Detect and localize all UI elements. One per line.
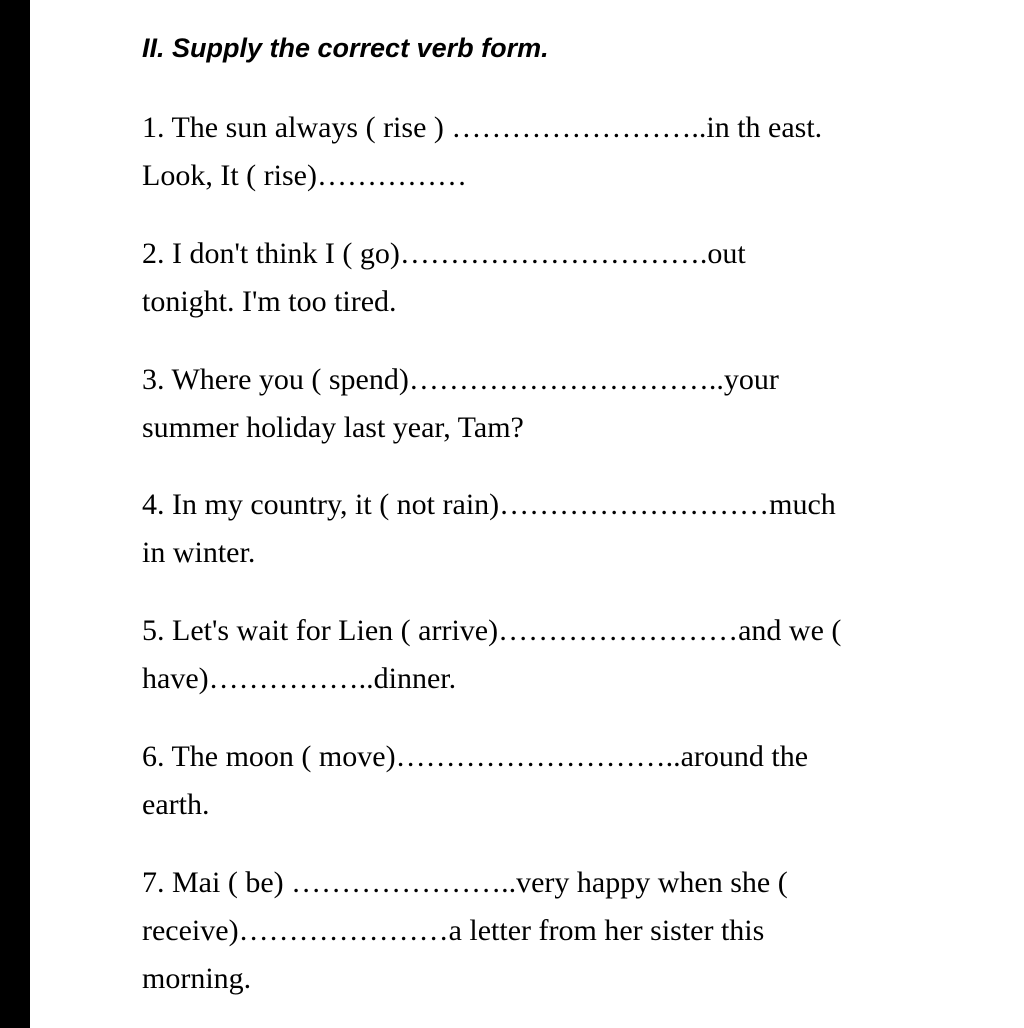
exercise-line: receive)…………………a letter from her sister this (142, 914, 765, 947)
exercise-line: earth. (142, 788, 210, 821)
exercise-2 (142, 230, 746, 326)
exercise-1 (142, 104, 822, 200)
exercise-7 (142, 859, 788, 1003)
exercise-line: 6. The moon ( move)………………………..around the (142, 740, 809, 773)
exercise-line: morning. (142, 962, 252, 995)
worksheet-page (30, 0, 1024, 1028)
exercise-line: 2. I don't think I ( go)………………………….out (142, 237, 746, 270)
exercise-4 (142, 481, 836, 577)
exercise-3 (142, 356, 779, 452)
exercise-line: 4. In my country, it ( not rain)………………………much (142, 488, 836, 521)
exercise-line: in winter. (142, 536, 256, 569)
left-margin-bar (0, 0, 30, 1028)
exercise-line: 3. Where you ( spend)…………………………..your (142, 363, 779, 396)
exercise-line: summer holiday last year, Tam? (142, 411, 524, 444)
exercise-6 (142, 733, 808, 829)
section-heading: II. Supply the correct verb form. (142, 33, 549, 63)
exercise-5 (142, 607, 841, 703)
exercise-line: 5. Let's wait for Lien ( arrive)……………………and we ( (142, 614, 842, 647)
exercise-line: 1. The sun always ( rise ) ……………………..in th east. (142, 111, 823, 144)
exercise-line: tonight. I'm too tired. (142, 285, 397, 318)
exercise-line: 7. Mai ( be) …………………..very happy when she ( (142, 866, 788, 899)
exercise-line: have)……………..dinner. (142, 662, 457, 695)
exercise-line: Look, It ( rise)…………… (142, 159, 467, 192)
